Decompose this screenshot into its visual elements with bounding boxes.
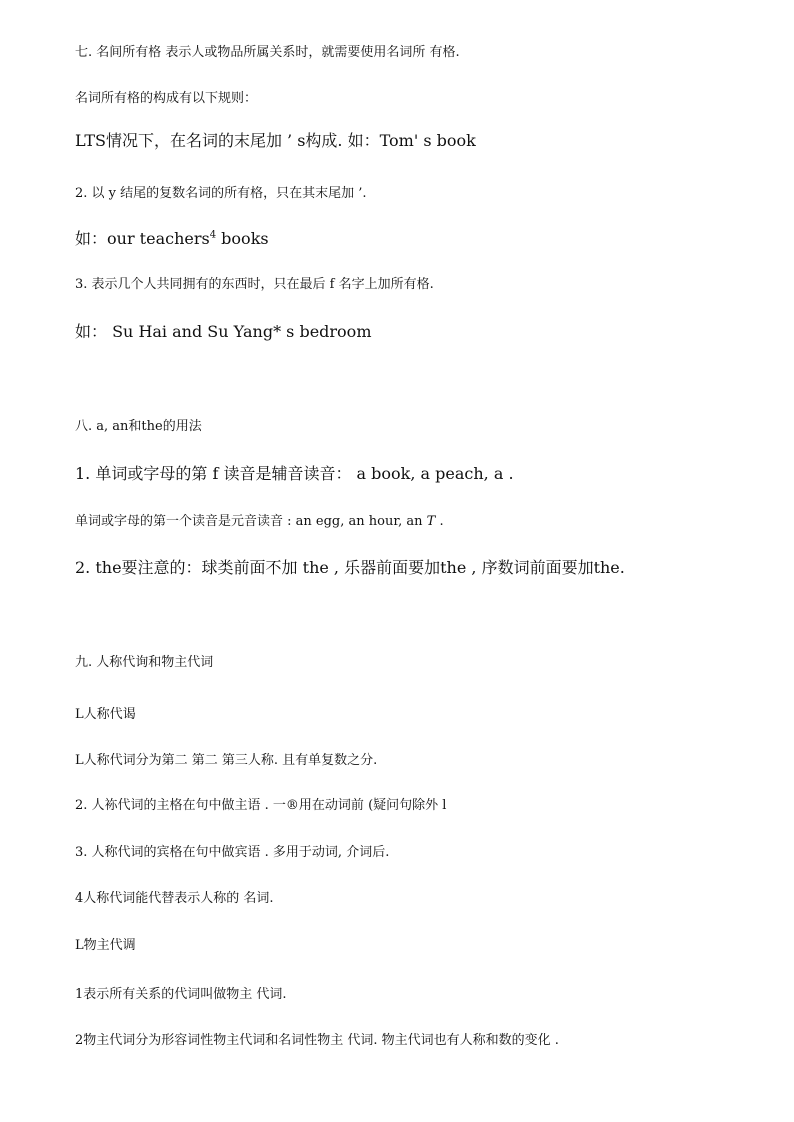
article-rule-vowel-text: 单词或字母的第一个读音是元音读音 : an egg, an hour, an (75, 514, 427, 529)
rule-3: 3. 表示几个人共同拥有的东西时，只在最后 f 名字上加所有格. (75, 277, 434, 292)
article-rule-1: 1. 单词或字母的第 f 读音是辅音读音： a book, a peach, a . (75, 464, 514, 483)
pronoun-rule-1: L人称代词分为第二 第二 第三人称. 且有单复数之分. (75, 753, 378, 768)
rule-2-example (75, 230, 269, 248)
personal-pronoun-subheading: L人称代谒 (75, 707, 136, 722)
possessive-pronoun-rule-2: 2物主代词分为形容词性物主代词和名词性物主 代词. 物主代词也有人称和数的变化 . (75, 1033, 559, 1048)
section-8-heading: 八. a, an和the的用法 (75, 419, 202, 434)
possessive-pronoun-rule-1: 1表示所有关系的代词叫做物主 代词. (75, 987, 287, 1002)
possessive-rules-intro: 名词所有格的构成有以下规则： (75, 91, 258, 106)
section-7-heading: 七. 名间所有格 表示人或物品所属关系时，就需要使用名词所 有格. (75, 45, 460, 60)
rule-3-example: 如： Su Hai and Su Yang* s bedroom (75, 322, 372, 341)
article-rule-vowel-letter: T (426, 514, 436, 529)
superscript-mark: 4 (209, 229, 217, 241)
section-9-heading: 九. 人称代询和物主代词 (75, 655, 214, 670)
article-rule-vowel (75, 513, 444, 531)
pronoun-rule-2: 2. 人袮代词的主格在句中做主语 . 一®用在动词前 (疑问句除外 l (75, 798, 447, 813)
article-rule-2: 2. the要注意的：球类前面不加 the , 乐器前面要加the , 序数词前面要加the. (75, 558, 625, 577)
pronoun-rule-4: 4人称代词能代替表示人称的 名词. (75, 891, 274, 906)
rule-1: LTS情况下，在名词的末尾加 ’ s构成. 如：Tom' s book (75, 131, 476, 150)
possessive-pronoun-subheading: L物主代调 (75, 938, 136, 953)
rule-2: 2. 以 y 结尾的复数名词的所有格，只在其末尾加 ’. (75, 186, 367, 201)
rule-2-example-text: 如：our teachers (75, 229, 210, 248)
article-rule-vowel-end: . (435, 514, 444, 529)
rule-2-example-end: books (216, 229, 269, 248)
pronoun-rule-3: 3. 人称代词的宾格在句中做宾语 . 多用于动词, 介词后. (75, 845, 390, 860)
